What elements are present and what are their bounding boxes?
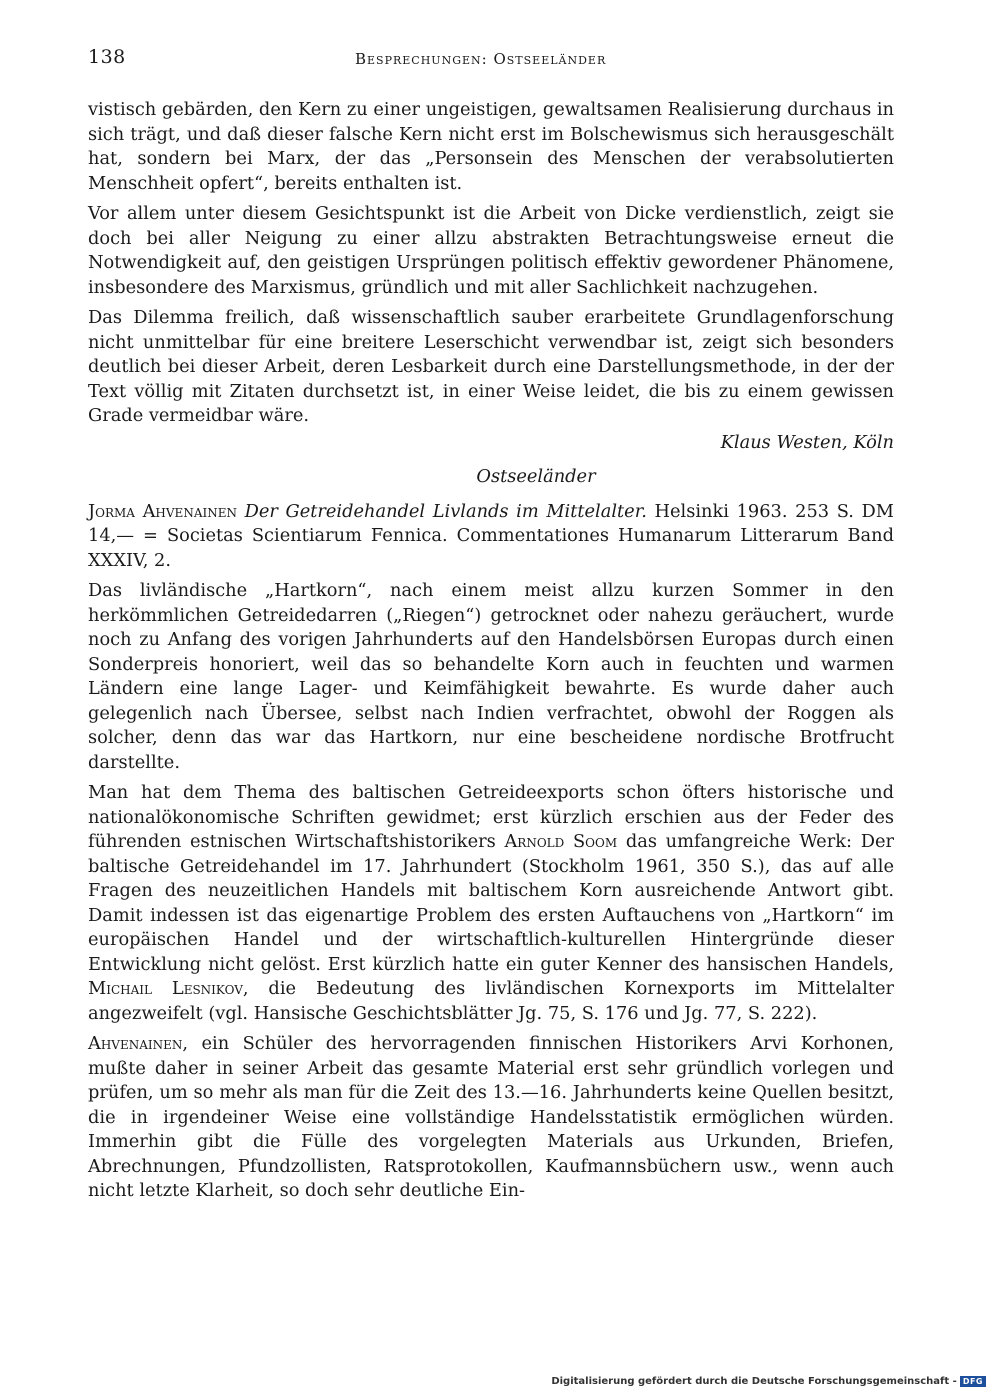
- book-title: Der Getreidehandel Livlands im Mittelalter.: [244, 500, 647, 522]
- person-name-ahvenainen: Ahvenainen: [88, 1033, 183, 1054]
- person-name-soom: Arnold Soom: [504, 831, 618, 852]
- paragraph-4: Das livländische „Hartkorn“, nach einem meist allzu kurzen Sommer in den herkömmlichen Getreidedarren („Riegen“) getrocknet oder nahezu geräuchert, wurde noch zu Anfang des vorigen Jahrhunderts auf den Handelsbörsen Europas durch einen Sonderpreis honoriert, weil das so behandelte Korn auch in feuchten und warmen Ländern eine lange Lager- und Keimfähigkeit bewahrte. Es wurde daher auch gelegenlich nach Übersee, selbst nach Indien verfrachtet, obwohl der Roggen als solcher, denn das war das Hartkorn, nur eine bescheidene nordische Brotfrucht darstellte.: [88, 580, 894, 773]
- paragraph-2: Vor allem unter diesem Gesichtspunkt ist die Arbeit von Dicke verdienstlich, zeigt sie doch bei aller Neigung zu einer allzu abstrakten Betrachtungsweise erneut die Notwendigkeit auf, den geistigen Ursprüngen politisch effektiv gewordener Phänomene, insbesondere des Marxismus, gründlich und mit aller Sachlichkeit nachzugehen.: [88, 203, 894, 298]
- paragraph-5: [88, 781, 894, 1026]
- paragraph-5-part-c: , die Bedeutung des livländischen Kornexports im Mittelalter angezweifelt (vgl. Hansische Geschichtsblätter Jg. 75, S. 176 und Jg. 77, S. 222).: [88, 978, 894, 1024]
- page-body: [88, 98, 894, 1210]
- paragraph-5-part-b: das umfangreiche Werk: Der baltische Getreidehandel im 17. Jahrhundert (Stockholm 1961, 350 S.), das auf alle Fragen des neuzeitlichen Handels mit baltischem Korn ausreichende Antwort gibt. Damit indessen ist das eigenartige Problem des ersten Auftauchens von „Hartkorn“ im europäischen Handel und der wirtschaftlich-kulturellen Hintergründe dieser Entwicklung nicht gelöst. Erst kürzlich hatte ein guter Kenner des hansischen Handels,: [88, 831, 894, 975]
- bibliography-entry: [88, 500, 894, 574]
- footer-text: Digitalisierung gefördert durch die Deutsche Forschungsgemeinschaft -: [551, 1376, 957, 1387]
- running-head: Besprechungen: Ostseeländer: [355, 50, 607, 68]
- person-name-lesnikov: Michail Lesnikov: [88, 978, 243, 999]
- paragraph-6: [88, 1032, 894, 1204]
- book-details: Helsinki 1963. 253 S. DM 14,— = Societas Scientiarum Fennica. Commentationes Humanarum Litterarum Band XXXIV, 2.: [88, 500, 894, 571]
- reviewer-signature: Klaus Westen, Köln: [720, 431, 894, 453]
- paragraph-1: vistisch gebärden, den Kern zu einer ungeistigen, gewaltsamen Realisierung durchaus in sich trägt, und daß dieser falsche Kern nicht erst im Bolschewismus sich herausgeschält hat, sondern bei Marx, der das „Personsein des Menschen der verabsolutierten Menschheit opfert“, bereits enthalten ist.: [88, 99, 894, 194]
- book-author: Jorma Ahvenainen: [88, 500, 237, 522]
- section-title: Ostseeländer: [476, 466, 596, 487]
- paragraph-6-text: , ein Schüler des hervorragenden finnischen Historikers Arvi Korhonen, mußte daher in seiner Arbeit das gesamte Material erst sehr gründlich vorlegen und prüfen, um so mehr als man für die Zeit des 13.—16. Jahrhunderts keine Quellen besitzt, die in irgendeiner Weise eine vollständige Handelsstatistik ermöglichen würden. Immerhin gibt die Fülle des vorgelegten Materials aus Urkunden, Briefen, Abrechnungen, Pfundzollisten, Ratsprotokollen, Kaufmannsbüchern usw., wenn auch nicht letzte Klarheit, so doch sehr deutliche Ein-: [88, 1033, 894, 1201]
- paragraph-3: Das Dilemma freilich, daß wissenschaftlich sauber erarbeitete Grundlagenforschung nicht unmittelbar für eine breitere Leserschicht verwendbar ist, zeigt sich besonders deutlich bei dieser Arbeit, deren Lesbarkeit durch eine Darstellungsmethode, in der der Text völlig mit Zitaten durchsetzt ist, in einer Weise leidet, die bis zu einem gewissen Grade vermeidbar wäre.: [88, 307, 894, 426]
- dfg-logo-icon: DFG: [960, 1376, 986, 1387]
- paragraph-5-part-a: Man hat dem Thema des baltischen Getreideexports schon öfters historische und nationalökonomische Schriften gewidmet; erst kürzlich erschien aus der Feder des führenden estnischen Wirtschaftshistorikers: [88, 782, 894, 852]
- digitization-footer: [551, 1376, 986, 1387]
- page-number: 138: [88, 46, 126, 68]
